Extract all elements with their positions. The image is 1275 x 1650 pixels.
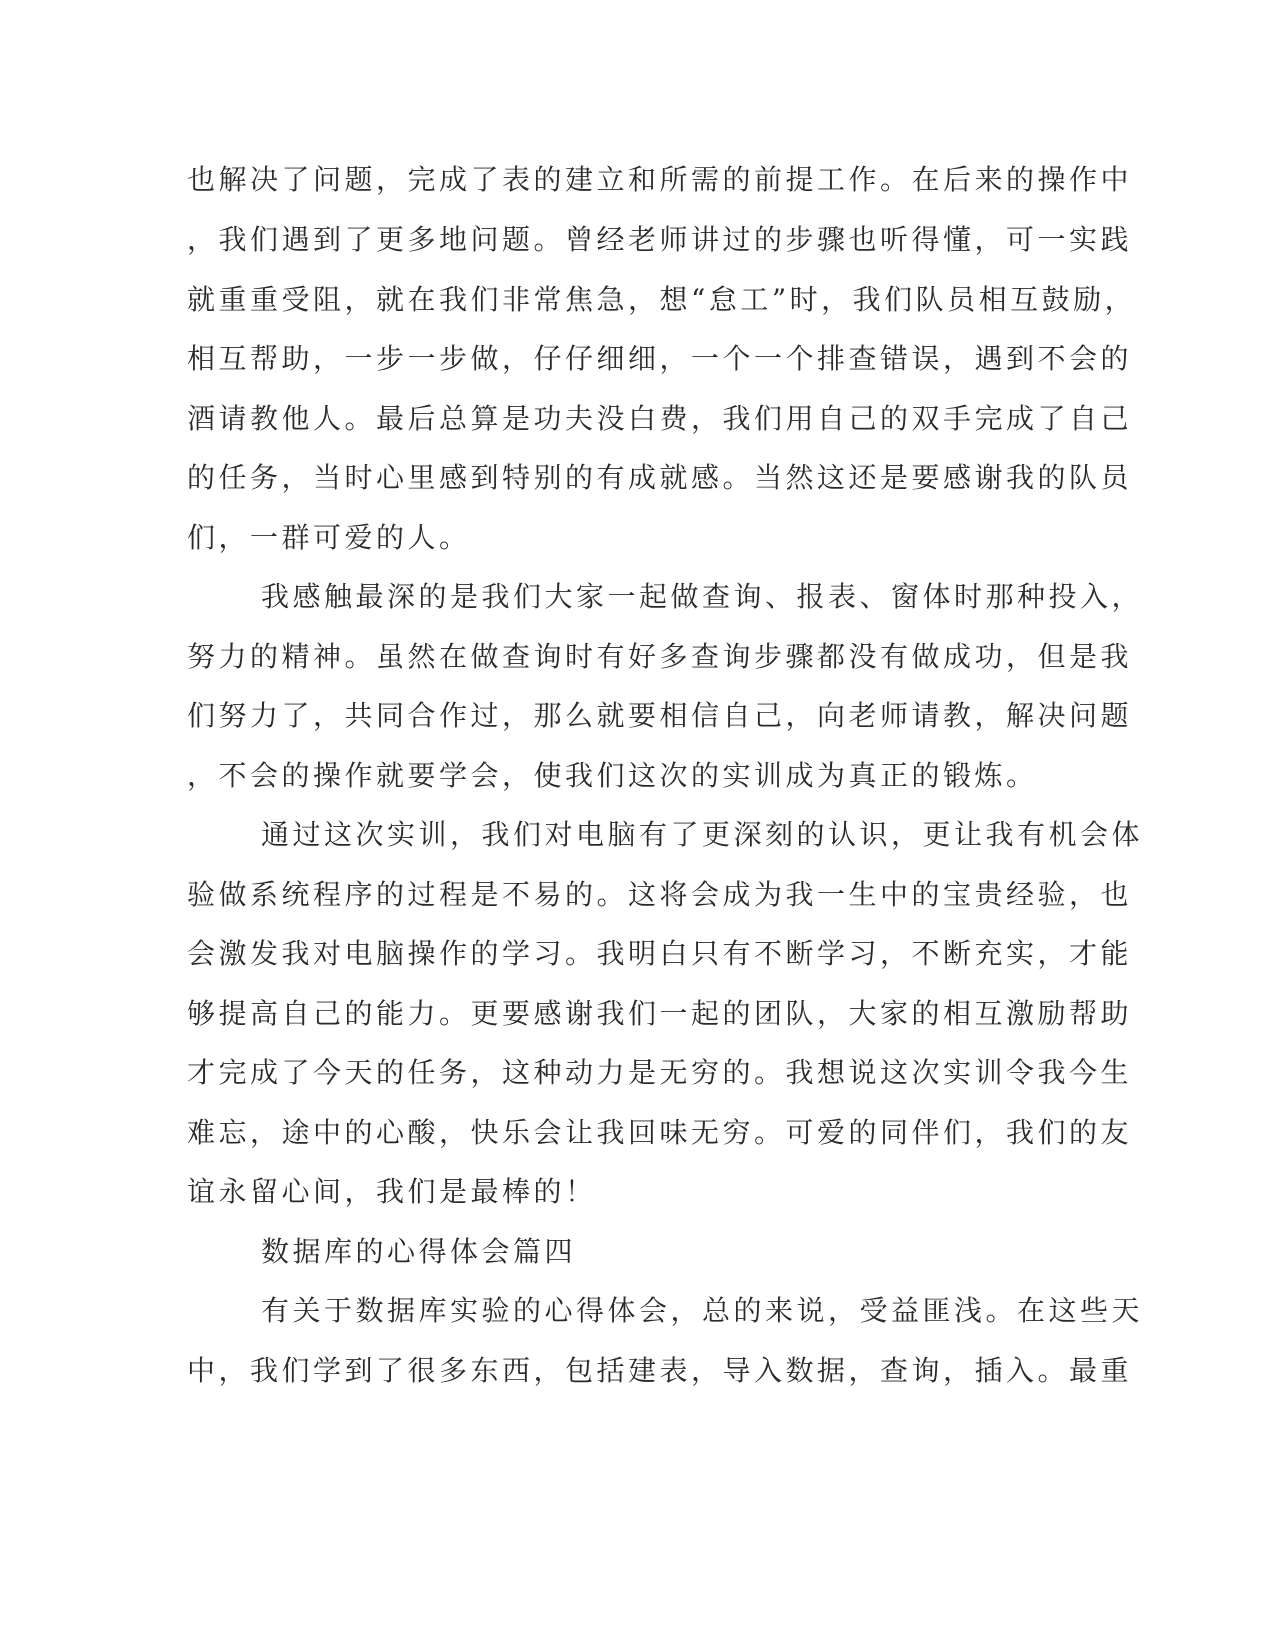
text-line: 酒请教他人。最后总算是功夫没白费，我们用自己的双手完成了自己 <box>187 402 1133 435</box>
text-line: 够提高自己的能力。更要感谢我们一起的团队，大家的相互激励帮助 <box>187 997 1133 1030</box>
text-line: 难忘，途中的心酸，快乐会让我回味无穷。可爱的同伴们，我们的友 <box>187 1116 1133 1149</box>
text-line: 们，一群可爱的人。 <box>187 521 471 554</box>
paragraph-start-line: 我感触最深的是我们大家一起做查询、报表、窗体时那种投入， <box>261 580 1144 613</box>
text-line: 努力的精神。虽然在做查询时有好多查询步骤都没有做成功，但是我 <box>187 640 1133 673</box>
paragraph-start-line: 有关于数据库实验的心得体会，总的来说，受益匪浅。在这些天 <box>261 1294 1144 1327</box>
text-line: 才完成了今天的任务，这种动力是无穷的。我想说这次实训令我今生 <box>187 1056 1133 1089</box>
paragraph-start-line: 通过这次实训，我们对电脑有了更深刻的认识，更让我有机会体 <box>261 818 1144 851</box>
text-line: 就重重受阻，就在我们非常焦急，想“怠工”时，我们队员相互鼓励， <box>187 283 1137 316</box>
text-line: 中，我们学到了很多东西，包括建表，导入数据，查询，插入。最重 <box>187 1354 1133 1387</box>
text-line: 们努力了，共同合作过，那么就要相信自己，向老师请教，解决问题 <box>187 699 1133 732</box>
text-line: 会激发我对电脑操作的学习。我明白只有不断学习，不断充实，才能 <box>187 937 1133 970</box>
text-line: 验做系统程序的过程是不易的。这将会成为我一生中的宝贵经验，也 <box>187 878 1133 911</box>
text-line: ，我们遇到了更多地问题。曾经老师讲过的步骤也听得懂，可一实践 <box>187 223 1133 256</box>
text-line: 也解决了问题，完成了表的建立和所需的前提工作。在后来的操作中 <box>187 163 1133 196</box>
text-line: 谊永留心间，我们是最棒的！ <box>187 1175 597 1208</box>
text-line: ，不会的操作就要学会，使我们这次的实训成为真正的锻炼。 <box>187 759 1038 792</box>
text-line: 相互帮助，一步一步做，仔仔细细，一个一个排查错误，遇到不会的 <box>187 342 1133 375</box>
section-heading: 数据库的心得体会篇四 <box>261 1235 577 1268</box>
text-line: 的任务，当时心里感到特别的有成就感。当然这还是要感谢我的队员 <box>187 461 1133 494</box>
